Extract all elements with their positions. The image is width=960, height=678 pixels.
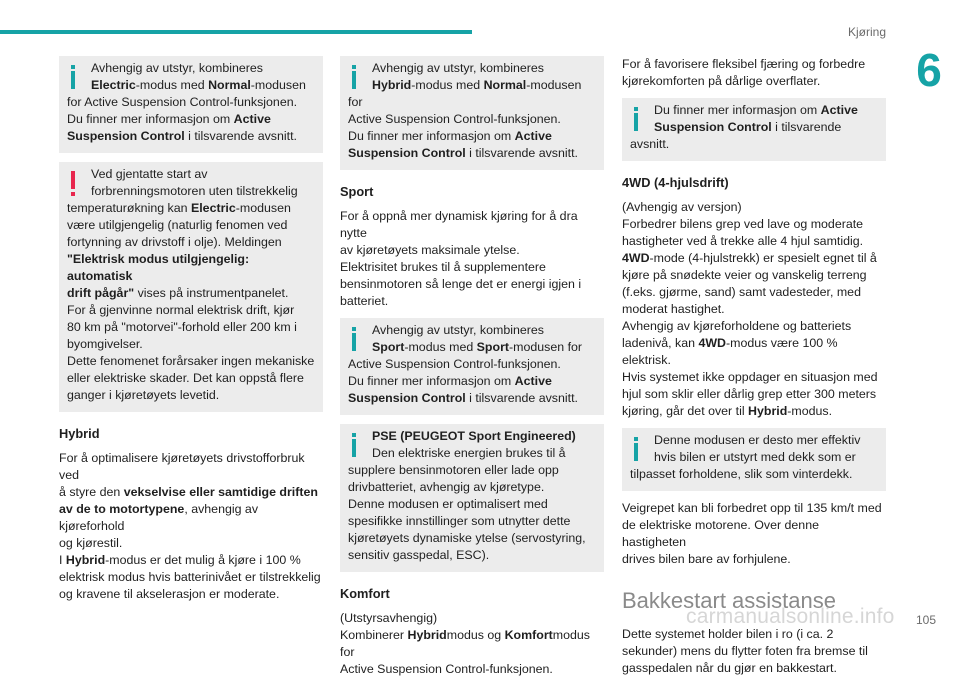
info-note-pse: PSE (PEUGEOT Sport Engineered) Den elektriske energien brukes til å supplere bensinmotoren eller lade opp drivbatteriet, avhengig av kjøretype. Denne modusen er optimalisert med spesifikke innstillinger som utnytter dette kjøretøyets dynamiske ytelse (servostyring, sensitiv gasspedal, ESC). (340, 424, 604, 572)
info-note-winter-tyres: Denne modusen er desto mer effektiv hvis bilen er utstyrt med dekk som er tilpasset forholdene, slik som vinterdekk. (622, 428, 886, 491)
column-2 (340, 56, 604, 678)
column-3 (622, 56, 886, 677)
info-icon (631, 437, 641, 462)
section-title: Kjøring (847, 25, 886, 39)
paragraph-speed-limit: Veigrepet kan bli forbedret opp til 135 km/t med de elektriske motorene. Over denne hastigheten drives bilen bare av forhjulene. (622, 501, 882, 566)
paragraph-komfort-intro: For å favorisere fleksibel fjæring og forbedre kjørekomforten på dårlige overflater. (622, 57, 866, 88)
column-1 (59, 56, 323, 603)
heading-4wd: 4WD (4-hjulsdrift) (622, 175, 729, 190)
info-icon (631, 107, 641, 132)
paragraph-komfort: (Utstyrsavhengig) Kombinerer Hybridmodus og Komfortmodus for Active Suspension Control-funksjonen. (340, 611, 590, 676)
paragraph-hybrid: For å optimalisere kjøretøyets drivstofforbruk ved å styre den vekselvise eller samtidige driften av de to motortypene, avhengig av kjøreforhold og kjørestil. I Hybrid-modus er det mulig å kjøre i 100 % elektrisk modus hvis batterinivået er tilstrekkelig og kravene til akselerasjon er moderate. (59, 451, 321, 601)
info-icon (349, 433, 359, 458)
info-note-sport: Avhengig av utstyr, kombineres Sport-modus med Sport-modusen for Active Suspension Control-funksjonen. Du finner mer informasjon om Active Suspension Control i tilsvarende avsnitt. (340, 318, 604, 415)
header-accent-bar (0, 30, 472, 34)
paragraph-sport: For å oppnå mer dynamisk kjøring for å dra nytte av kjøretøyets maksimale ytelse. Elektrisitet brukes til å supplementere bensinmotoren så lenge det er energi igjen i batteriet. (340, 209, 582, 308)
info-icon (68, 65, 78, 90)
info-icon (349, 327, 359, 352)
heading-sport: Sport (340, 184, 374, 199)
paragraph-hill-start-assist: Dette systemet holder bilen i ro (i ca. 2 sekunder) mens du flytter foten fra bremse til gasspedalen når du gjør en bakkestart. (622, 627, 868, 675)
info-note-active-suspension: Du finner mer informasjon om Active Suspension Control i tilsvarende avsnitt. (622, 98, 886, 161)
warning-note-electric-unavailable: Ved gjentatte start av forbrenningsmotoren uten tilstrekkelig temperaturøkning kan Electric-modusen være utilgjengelig (naturlig fenomen ved fortynning av drivstoff i olje). Meldingen "Elektrisk modus utilgjengelig: automatisk drift pågår" vises på instrumentpanelet. For å gjenvinne normal elektrisk drift, kjør 80 km på "motorvei"-forhold eller 200 km i byomgivelser. Dette fenomenet forårsaker ingen mekaniske eller elektriske skader. Det kan oppstå flere ganger i kjøretøyets levetid. (59, 162, 323, 412)
watermark: carmanualsonline.info (686, 605, 895, 628)
heading-hybrid: Hybrid (59, 426, 100, 441)
info-icon (349, 65, 359, 90)
heading-hill-start-assist: Bakkestart assistanse (622, 588, 836, 613)
chapter-number: 6 (916, 44, 942, 96)
heading-komfort: Komfort (340, 586, 390, 601)
info-note-hybrid: Avhengig av utstyr, kombineres Hybrid-modus med Normal-modusen for Active Suspension Control-funksjonen. Du finner mer informasjon om Active Suspension Control i tilsvarende avsnitt. (340, 56, 604, 170)
paragraph-4wd: (Avhengig av versjon) Forbedrer bilens grep ved lave og moderate hastigheter ved å trekke alle 4 hjul samtidig. 4WD-mode (4-hjulstrekk) er spesielt egnet til å kjøre på snødekte veier og vanskelig terreng (f.eks. gjørme, sand) samt vadesteder, med moderat hastighet. Avhengig av kjøreforholdene og batteriets ladenivå, kan 4WD-modus være 100 % elektrisk. Hvis systemet ikke oppdager en situasjon med hjul som sklir eller dårlig grep etter 300 meters kjøring, går det over til Hybrid-modus. (622, 200, 878, 418)
info-note-electric: Avhengig av utstyr, kombineres Electric-modus med Normal-modusen for Active Suspension Control-funksjonen. Du finner mer informasjon om Active Suspension Control i tilsvarende avsnitt. (59, 56, 323, 153)
page-number: 105 (915, 613, 936, 627)
warning-icon (68, 171, 78, 196)
